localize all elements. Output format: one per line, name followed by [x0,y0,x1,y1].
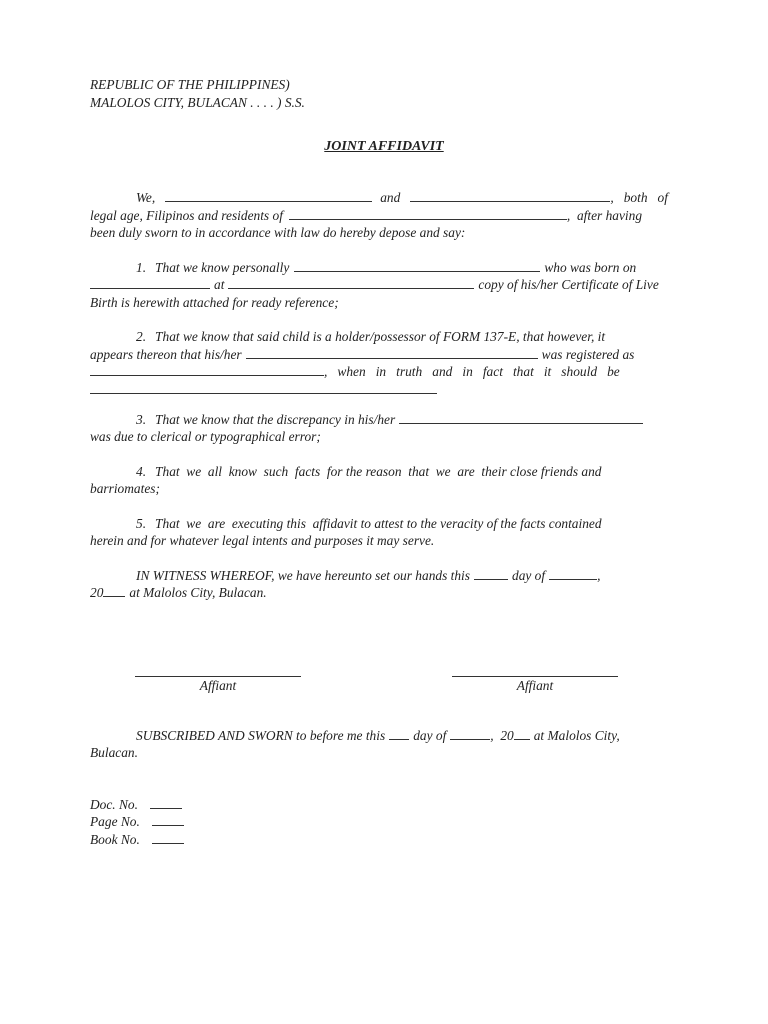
page-no-label: Page No. [90,814,140,829]
item4-text-b: barriomates; [90,481,160,496]
item5-text-a: That we are executing this affidavit to attest to the veracity of the facts contained [155,515,602,531]
item-2 [90,328,678,394]
document-title: JOINT AFFIDAVIT [324,139,444,154]
subscribed-text-c: , 20 [490,727,514,743]
item-4 [90,463,678,498]
subscribed-text-a: SUBSCRIBED AND SWORN to before me this [136,727,386,743]
witness-year-field[interactable] [103,584,125,597]
intro-paragraph [90,189,678,242]
registered-info-field[interactable] [246,346,538,359]
witness-text-a: IN WITNESS WHEREOF, we have hereunto set our hands this [136,567,470,583]
item5-number: 5. [136,515,147,531]
book-no-label: Book No. [90,831,140,847]
intro-and: and [380,190,401,205]
witness-text-e: at Malolos City, Bulacan. [129,585,267,600]
item2-number: 2. [136,329,147,344]
subscribed-paragraph [90,727,678,762]
item3-text-b: was due to clerical or typographical error; [90,429,321,444]
item2-text-d: , when in truth and in fact that it should be [324,364,620,379]
intro-line-1 [90,189,678,207]
subscribed-text-b: day of [413,727,447,743]
registry-block [90,796,678,849]
witness-text-d: 20 [90,585,104,600]
subscribed-text-e: Bulacan. [90,745,138,760]
intro-both-of: , both of [610,190,668,205]
book-no-line [90,831,678,849]
intro-after-having: , after having [566,207,643,223]
item1-text-b: who was born on [544,259,637,275]
page-no-field[interactable] [152,813,184,826]
subscribed-day-field[interactable] [389,727,409,740]
signature-line-right[interactable] [452,662,618,677]
book-no-field[interactable] [152,831,184,844]
item-3 [90,411,678,446]
witness-day-field[interactable] [474,567,508,580]
item4-number: 4. [136,463,147,479]
item4-text-a: That we all know such facts for the reason that we are their close friends and [155,463,602,479]
witness-paragraph [90,567,678,602]
item1-text-c: at [214,277,225,292]
item5-text-b: herein and for whatever legal intents and purposes it may serve. [90,533,435,548]
item1-text-d: copy of his/her Certificate of Live [478,277,659,292]
subscribed-text-d: at Malolos City, [533,727,620,743]
affiant-label-right: Affiant [516,677,554,693]
witness-text-c: , [597,567,601,583]
residence-field[interactable] [289,207,567,220]
item2-text-b: appears thereon that his/her [90,346,242,362]
signature-line-left[interactable] [135,662,301,677]
item1-text-e: Birth is herewith attached for ready reference; [90,294,339,310]
item3-number: 3. [136,411,147,427]
affiant2-name-field[interactable] [410,189,610,202]
affiant-label-left: Affiant [199,677,237,693]
page-no-line [90,813,678,831]
header-republic: REPUBLIC OF THE PHILIPPINES) [90,77,290,92]
birth-date-field[interactable] [90,276,210,289]
correct-entry-field[interactable] [90,381,437,394]
subscribed-month-field[interactable] [450,727,490,740]
intro-line-3 [90,224,678,242]
intro-legal-age: legal age, Filipinos and residents of [90,207,283,223]
intro-we: We, [136,190,156,205]
witness-month-field[interactable] [549,567,597,580]
signature-row [90,662,678,702]
item-5 [90,515,678,550]
intro-line-2 [90,207,678,225]
affidavit-page [90,76,678,848]
affiant-signature-right [452,662,618,694]
item2-text-c: was registered as [541,346,635,362]
item3-text-a: That we know that the discrepancy in his/her [155,411,396,427]
item1-number: 1. [136,259,147,275]
item2-text-a: That we know that said child is a holder/possessor of FORM 137-E, that however, it [155,329,606,344]
affiant1-name-field[interactable] [165,189,372,202]
witness-text-b: day of [512,567,546,583]
item-1 [90,259,678,312]
subscribed-year-field[interactable] [514,727,530,740]
affiant-signature-left [135,662,301,694]
child-name-field[interactable] [294,259,540,272]
header-venue: MALOLOS CITY, BULACAN . . . . ) S.S. [90,95,305,110]
doc-no-label: Doc. No. [90,796,138,812]
doc-no-field[interactable] [150,796,182,809]
doc-no-line [90,796,678,814]
item1-text-a: That we know personally [155,259,290,275]
discrepancy-field[interactable] [399,411,643,424]
birth-place-field[interactable] [228,276,474,289]
intro-sworn: been duly sworn to in accordance with law do hereby depose and say: [90,225,466,240]
registered-as-field[interactable] [90,363,324,376]
